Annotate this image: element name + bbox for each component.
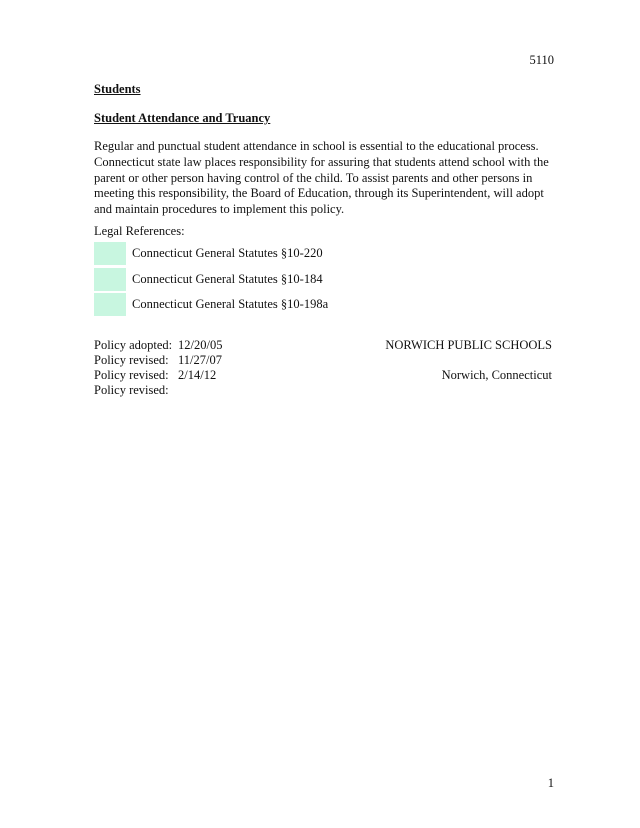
policy-history-row xyxy=(94,368,216,384)
legal-reference-item xyxy=(94,242,323,265)
policy-history-row xyxy=(94,383,178,399)
legal-reference-text: Connecticut General Statutes §10-220 xyxy=(132,246,323,260)
organization-name: NORWICH PUBLIC SCHOOLS xyxy=(385,338,552,352)
history-label: Policy revised: xyxy=(94,383,169,397)
policy-history-row xyxy=(94,338,222,354)
reference-highlight-box xyxy=(94,293,126,316)
legal-reference-text: Connecticut General Statutes §10-198a xyxy=(132,297,329,311)
section-heading: Students xyxy=(94,82,141,96)
organization-location: Norwich, Connecticut xyxy=(441,368,552,382)
history-date: 11/27/07 xyxy=(178,353,222,367)
reference-highlight-box xyxy=(94,268,126,291)
history-label: Policy revised: xyxy=(94,368,169,382)
legal-reference-text: Connecticut General Statutes §10-184 xyxy=(132,272,323,286)
legal-references-label: Legal References: xyxy=(94,224,185,238)
history-date: 2/14/12 xyxy=(178,368,217,382)
policy-title: Student Attendance and Truancy xyxy=(94,111,271,125)
history-date: 12/20/05 xyxy=(178,338,223,352)
policy-number: 5110 xyxy=(529,53,554,67)
legal-reference-item xyxy=(94,293,328,316)
legal-reference-item xyxy=(94,268,323,291)
reference-highlight-box xyxy=(94,242,126,265)
policy-history-row xyxy=(94,353,222,369)
policy-body-paragraph: Regular and punctual student attendance in school is essential to the educational process. Connecticut state law places responsibility for assuring that students attend school with the parent or other person having control of the child. To assist parents and other persons in meeting this responsibility, the Board of Education, through its Superintendent, will adopt and maintain procedures to implement this policy. xyxy=(94,139,549,217)
history-label: Policy adopted: xyxy=(94,338,173,352)
history-label: Policy revised: xyxy=(94,353,169,367)
page-number: 1 xyxy=(547,776,554,790)
